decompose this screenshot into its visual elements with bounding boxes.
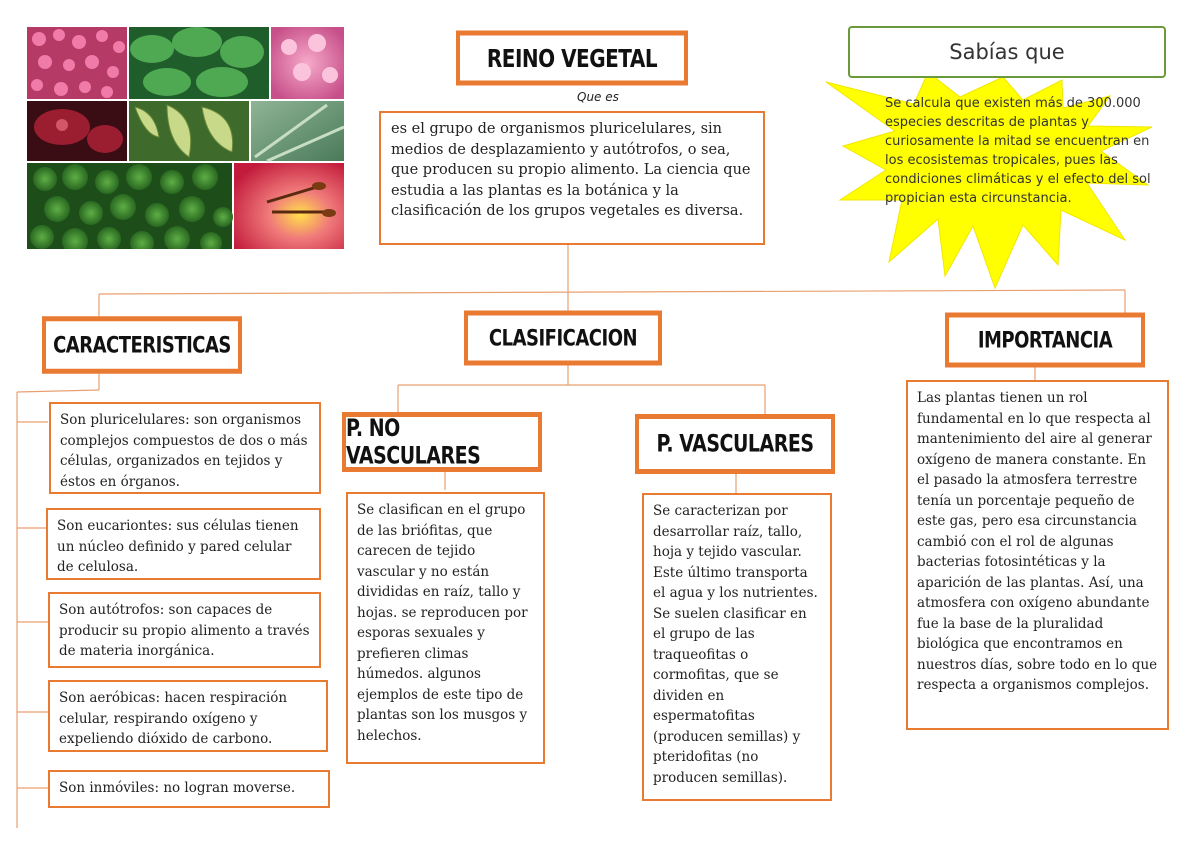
importancia-text: Las plantas tienen un rol fundamental en lo que respecta al mantenimiento del aire al generar oxígeno de manera constante. En el pasado la atmosfera terrestre tenía un porcentaje pequeño de este gas, pero esa circunstancia cambió con el rol de algunas bacterias fotosintéticas y la aparición de las plantas. Así, una atmosfera con oxígeno abundante fue la base de la pluralidad biológica que encontramos en nuestros días, sobre todo en lo que respecta a organismos complejos. — [917, 390, 1158, 693]
caracteristica-item — [48, 770, 330, 808]
importancia-title: IMPORTANCIA — [977, 326, 1113, 354]
caracteristica-text: Son pluricelulares: son organismos complejos compuestos de dos o más células, organizados en tejidos y éstos en órganos. — [60, 412, 308, 490]
root-definition: es el grupo de organismos pluricelulares, sin medios de desplazamiento y autótrofos, o sea, que producen su propio alimento. La ciencia que estudia a las plantas es la botánica y la clasificación de los grupos vegetales es diversa. — [391, 121, 751, 219]
vasculares-text: Se caracterizan por desarrollar raíz, tallo, hoja y tejido vascular. Este último transporta el agua y los nutrientes. Se suelen clasificar en el grupo de las traqueofitas o cormofitas, que se dividen en espermatofitas (producen semillas) y pteridofitas (no producen semillas). — [653, 503, 818, 786]
plant-photo-collage — [27, 27, 344, 249]
caracteristica-item — [46, 508, 321, 580]
caracteristica-text: Son autótrofos: son capaces de producir su propio alimento a través de materia inorgánica. — [59, 602, 310, 659]
caracteristica-item — [48, 680, 328, 752]
caracteristica-item — [49, 402, 321, 494]
vasculares-box — [642, 493, 832, 801]
caracteristica-text: Son inmóviles: no logran moverse. — [59, 780, 296, 796]
caracteristica-text: Son aeróbicas: hacen respiración celular, respirando oxígeno y expeliendo dióxido de carbono. — [59, 690, 288, 747]
root-title: REINO VEGETAL — [486, 43, 658, 73]
importancia-title-box — [945, 313, 1145, 368]
root-connector-label: Que es — [577, 90, 619, 104]
root-definition-box — [379, 111, 765, 245]
no-vasculares-title-box — [342, 412, 542, 472]
caracteristicas-title-box — [42, 316, 242, 374]
caracteristica-text: Son eucariontes: sus células tienen un núcleo definido y pared celular de celulosa. — [57, 518, 299, 575]
no-vasculares-text: Se clasifican en el grupo de las briófitas, que carecen de tejido vascular y no están divididas en raíz, tallo y hojas. se reproducen por esporas sexuales y prefieren climas húmedos. algunos ejemplos de este tipo de plantas son los musgos y helechos. — [357, 502, 528, 744]
importancia-box — [906, 380, 1169, 730]
sabias-que-title: Sabías que — [949, 40, 1065, 64]
no-vasculares-title: P. NO VASCULARES — [346, 414, 481, 470]
clasificacion-title-box — [464, 311, 662, 366]
clasificacion-title: CLASIFICACION — [488, 324, 638, 352]
vasculares-title-box — [635, 414, 835, 474]
root-title-box — [456, 31, 688, 86]
vasculares-title: P. VASCULARES — [656, 430, 814, 458]
sabias-que-text: Se calcula que existen más de 300.000 especies descritas de plantas y curiosamente la mitad se encuentran en los ecosistemas tropicales, pues las condiciones climáticas y el efecto del sol propician esta circunstancia. — [885, 96, 1151, 206]
caracteristica-item — [48, 592, 321, 668]
sabias-que-scroll — [848, 26, 1166, 78]
no-vasculares-box — [346, 492, 545, 764]
caracteristicas-title: CARACTERISTICAS — [53, 331, 231, 359]
